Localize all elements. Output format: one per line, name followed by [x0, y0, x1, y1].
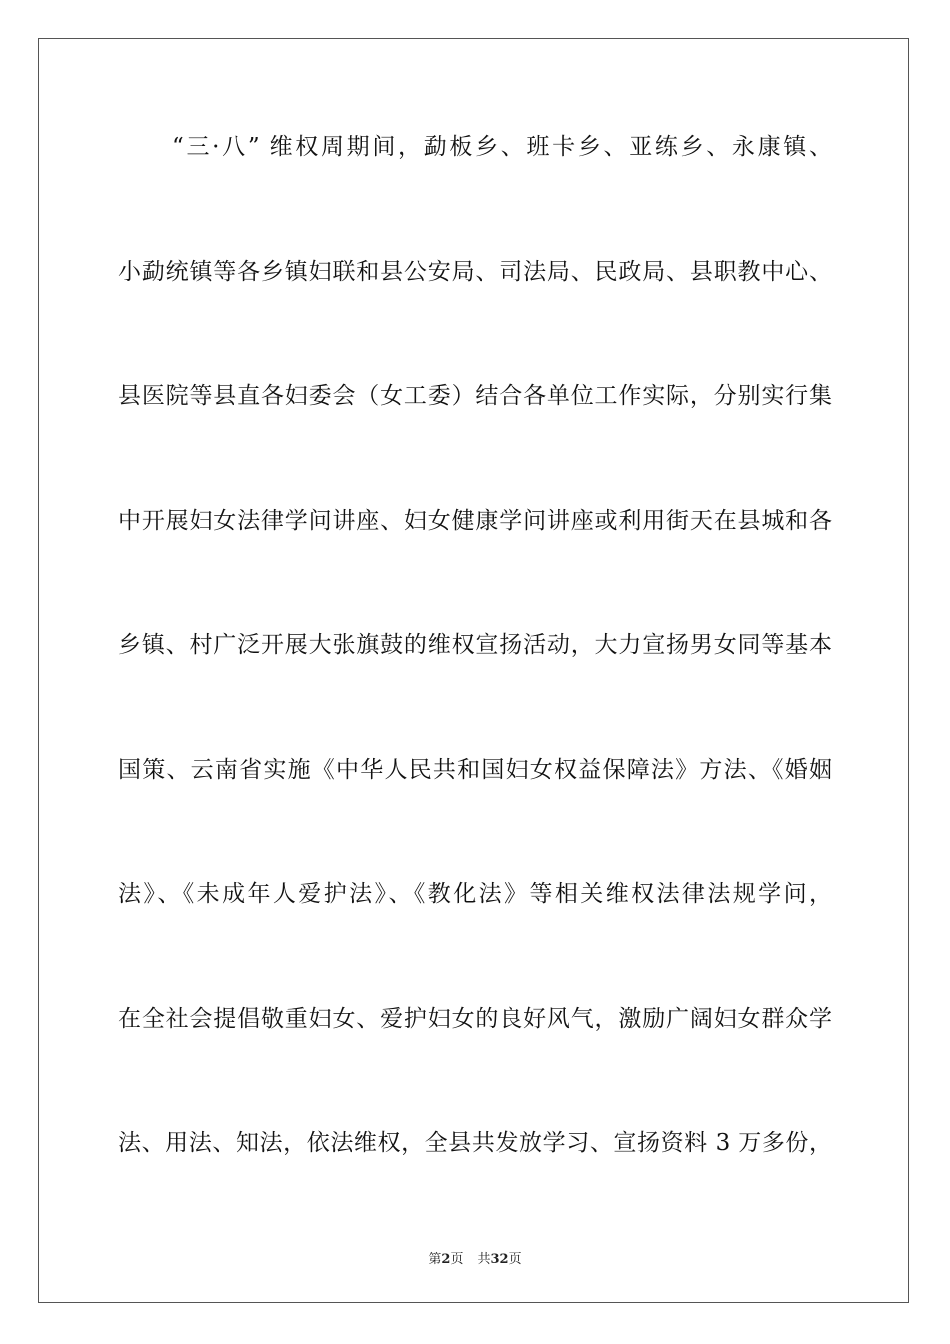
total-pages: 32 [490, 1252, 509, 1267]
body-text-line: 法》、《未成年人爱护法》、《教化法》等相关维权法律法规学问， [118, 881, 832, 907]
page-border [38, 38, 909, 1303]
body-text-line: 县医院等县直各妇委会（女工委）结合各单位工作实际，分别实行集 [118, 383, 832, 409]
body-text-line: 法、用法、知法，依法维权，全县共发放学习、宣扬资料 3 万多份， [118, 1130, 832, 1156]
page-number: 2 [441, 1252, 451, 1267]
body-text-line: 国策、云南省实施《中华人民共和国妇女权益保障法》方法、《婚姻 [118, 757, 832, 783]
body-text-line: “三·八” 维权周期间，勐板乡、班卡乡、亚练乡、永康镇、 [172, 134, 832, 160]
page-footer [0, 1248, 950, 1267]
body-text-line: 乡镇、村广泛开展大张旗鼓的维权宣扬活动，大力宣扬男女同等基本 [118, 632, 832, 658]
page-suffix: 页 [450, 1252, 464, 1267]
page-prefix: 第 [428, 1252, 442, 1267]
body-text-line: 小勐统镇等各乡镇妇联和县公安局、司法局、民政局、县职教中心、 [118, 259, 832, 285]
body-text-line: 在全社会提倡敬重妇女、爱护妇女的良好风气，激励广阔妇女群众学 [118, 1006, 832, 1032]
total-suffix: 页 [508, 1252, 522, 1267]
body-text-line: 中开展妇女法律学问讲座、妇女健康学问讲座或利用街天在县城和各 [118, 508, 832, 534]
total-prefix: 共 [477, 1252, 491, 1267]
